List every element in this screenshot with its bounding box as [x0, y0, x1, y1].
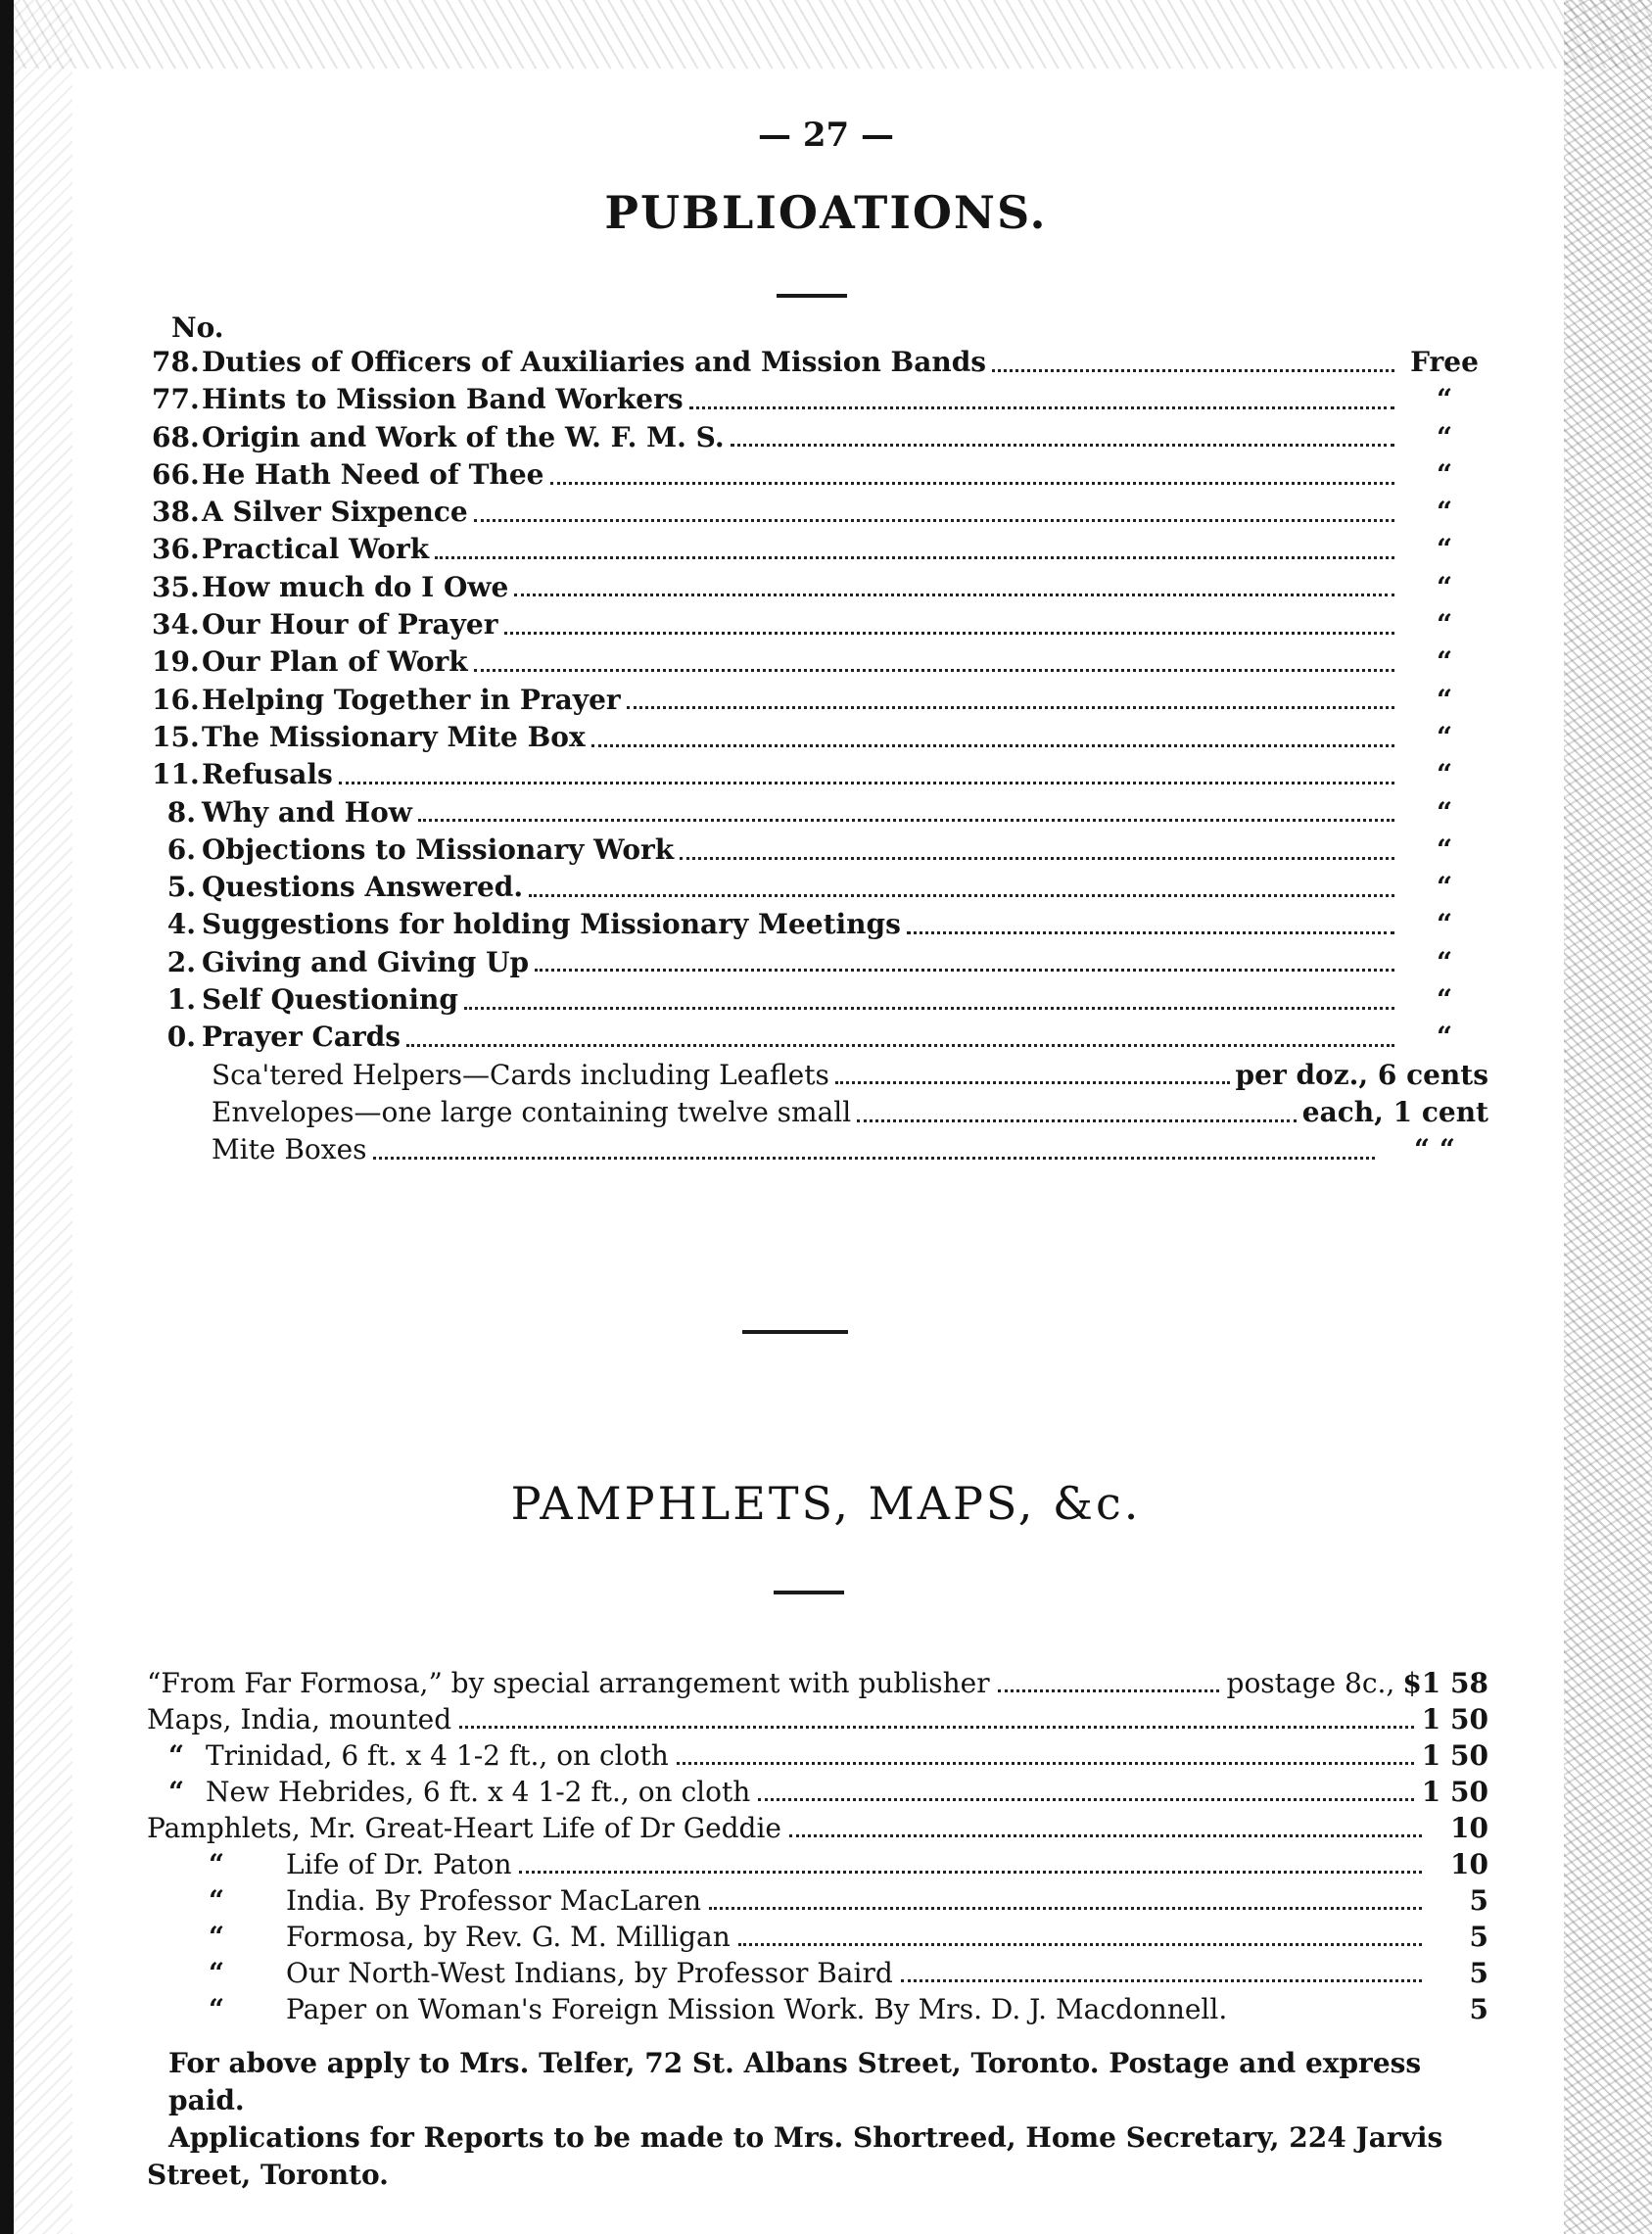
ditto-mark: “	[167, 1739, 185, 1772]
item-title: Helping Together in Prayer	[202, 683, 621, 716]
item-price: each, 1 cent	[1301, 1095, 1488, 1128]
item-price: $1 58	[1402, 1667, 1488, 1699]
item-title: Our Hour of Prayer	[202, 608, 498, 642]
item-number: 16.	[152, 683, 200, 716]
item-number: 2.	[166, 945, 196, 978]
item-price: “	[1436, 795, 1453, 829]
item-price: per doz., 6 cents	[1235, 1058, 1488, 1091]
item-price: “	[1436, 720, 1453, 753]
item-title: Our Plan of Work	[202, 645, 468, 679]
list-item	[152, 571, 1488, 608]
item-price: 10	[1450, 1848, 1488, 1880]
item-price: “	[1436, 983, 1453, 1017]
item-title: Life of Dr. Paton	[286, 1848, 512, 1880]
scan-noise-left	[14, 0, 72, 2234]
leader-dots	[689, 406, 1394, 409]
leader-dots	[677, 1762, 1414, 1765]
item-title: Sca'tered Helpers—Cards including Leaflets	[212, 1058, 829, 1091]
list-item	[147, 1812, 1488, 1848]
item-number: 35.	[152, 570, 200, 603]
item-price: 5	[1469, 1884, 1488, 1917]
list-item	[152, 1021, 1488, 1058]
item-title: Suggestions for holding Missionary Meetings	[202, 908, 901, 941]
leader-dots	[789, 1834, 1422, 1837]
item-number: 5.	[166, 871, 196, 904]
item-number: 68.	[152, 420, 200, 453]
leader-dots	[459, 1726, 1414, 1729]
item-price: “	[1436, 1021, 1453, 1054]
scan-border-left	[0, 0, 14, 2234]
list-item	[152, 983, 1488, 1021]
item-price: “	[1436, 420, 1453, 453]
item-title: Pamphlets, Mr. Great-Heart Life of Dr Geddie	[147, 1812, 782, 1844]
list-item	[152, 421, 1488, 458]
leader-dots	[474, 519, 1394, 522]
leader-dots	[835, 1081, 1230, 1084]
item-number: 38.	[152, 496, 200, 529]
item-title: Mite Boxes	[212, 1133, 367, 1166]
ditto-mark: “	[208, 1848, 225, 1880]
item-number: 78.	[152, 346, 200, 378]
leader-dots	[519, 1871, 1422, 1874]
pamphlets-list	[147, 1667, 1488, 2029]
item-price: “	[1436, 383, 1453, 416]
list-item	[147, 1848, 1488, 1884]
leader-dots	[758, 1798, 1414, 1801]
item-price: 1 50	[1421, 1776, 1488, 1808]
list-item	[152, 758, 1488, 795]
section-divider	[742, 1330, 848, 1334]
leader-dots	[418, 819, 1394, 822]
item-price: 5	[1469, 1957, 1488, 1989]
item-price: “	[1436, 945, 1453, 978]
publications-heading: PUBLIOATIONS.	[604, 186, 1048, 239]
leader-dots	[474, 669, 1394, 672]
list-item	[147, 1667, 1488, 1703]
item-title: Our North-West Indians, by Professor Baird	[286, 1957, 893, 1989]
heading-rule	[774, 1591, 844, 1594]
item-title: Questions Answered.	[202, 871, 524, 904]
item-price: “	[1436, 570, 1453, 603]
item-title: He Hath Need of Thee	[202, 457, 544, 491]
item-title: Formosa, by Rev. G. M. Milligan	[286, 1921, 731, 1953]
item-price: “	[1436, 533, 1453, 566]
item-price: 1 50	[1421, 1739, 1488, 1772]
list-item	[147, 1739, 1488, 1776]
list-item	[147, 1993, 1488, 2029]
item-note: postage 8c.,	[1226, 1667, 1395, 1699]
item-title: Objections to Missionary Work	[202, 832, 675, 866]
leader-dots	[998, 1689, 1219, 1692]
leader-dots	[464, 1007, 1394, 1010]
leader-dots	[535, 969, 1394, 972]
list-item	[147, 1884, 1488, 1921]
item-title: A Silver Sixpence	[202, 496, 468, 529]
footer-line: For above apply to Mrs. Telfer, 72 St. Albans Street, Toronto. Postage and express paid.	[168, 2047, 1422, 2116]
list-item	[147, 1776, 1488, 1812]
item-title: The Missionary Mite Box	[202, 720, 586, 753]
ditto-mark: “	[208, 1993, 225, 2025]
list-item	[152, 645, 1488, 683]
ditto-mark: “	[208, 1921, 225, 1953]
list-item	[152, 533, 1488, 570]
leader-dots	[907, 931, 1394, 934]
item-price: “	[1436, 496, 1453, 529]
item-title: Why and How	[202, 795, 412, 829]
leader-dots	[627, 706, 1394, 709]
list-item	[152, 684, 1488, 721]
item-title: Hints to Mission Band Workers	[202, 383, 684, 416]
list-item	[152, 908, 1488, 945]
item-title: Practical Work	[202, 533, 430, 566]
item-title: Origin and Work of the W. F. M. S.	[202, 420, 725, 453]
item-title: Paper on Woman's Foreign Mission Work. By Mrs. D. J. Macdonnell.	[286, 1993, 1228, 2025]
item-price: “	[1436, 457, 1453, 491]
item-title: Prayer Cards	[202, 1021, 401, 1054]
item-title: India. By Professor MacLaren	[286, 1884, 701, 1917]
heading-rule	[777, 294, 847, 298]
list-item	[152, 946, 1488, 983]
ditto-mark: “	[167, 1776, 185, 1808]
leader-dots	[680, 857, 1394, 860]
leader-dots	[406, 1044, 1394, 1047]
item-title: New Hebrides, 6 ft. x 4 1-2 ft., on cloth	[206, 1776, 751, 1808]
leader-dots	[992, 369, 1394, 372]
list-item	[147, 1957, 1488, 1993]
item-number: 1.	[166, 983, 196, 1017]
list-item	[152, 796, 1488, 833]
item-number: 6.	[166, 832, 196, 866]
list-item	[152, 833, 1488, 871]
item-title: Refusals	[202, 758, 333, 791]
item-title: Giving and Giving Up	[202, 945, 530, 978]
list-item	[147, 1921, 1488, 1957]
item-price: 5	[1469, 1993, 1488, 2025]
leader-dots	[339, 782, 1394, 784]
leader-dots	[435, 556, 1394, 559]
item-number: 8.	[166, 795, 196, 829]
scan-noise-top	[0, 0, 1652, 69]
item-price: “	[1436, 871, 1453, 904]
leader-dots	[731, 444, 1394, 447]
item-number: 19.	[152, 645, 200, 679]
ditto-mark: “	[208, 1884, 225, 1917]
item-price: 1 50	[1421, 1703, 1488, 1735]
page-number: — 27 —	[758, 116, 894, 155]
item-number: 77.	[152, 383, 200, 416]
item-title: Maps, India, mounted	[147, 1703, 452, 1735]
item-number: 34.	[152, 608, 200, 642]
leader-dots	[857, 1119, 1297, 1122]
scan-noise-right	[1564, 0, 1652, 2234]
item-title: Self Questioning	[202, 983, 458, 1017]
leader-dots	[709, 1907, 1422, 1910]
list-item	[152, 383, 1488, 420]
leader-dots	[514, 594, 1394, 596]
number-column-label: No.	[171, 311, 224, 344]
item-title: How much do I Owe	[202, 570, 509, 603]
footer-line: Applications for Reports to be made to Mrs. Shortreed, Home Secretary, 224 Jarvis	[168, 2121, 1443, 2154]
item-price: “	[1436, 832, 1453, 866]
item-title: “From Far Formosa,” by special arrangement with publisher	[147, 1667, 990, 1699]
item-number: 4.	[166, 908, 196, 941]
item-title: Duties of Officers of Auxiliaries and Mission Bands	[202, 346, 987, 378]
item-price: “ “	[1414, 1133, 1455, 1166]
leader-dots	[550, 482, 1395, 485]
leader-dots	[529, 894, 1394, 897]
leader-dots	[901, 1979, 1422, 1982]
item-price: Free	[1410, 346, 1479, 378]
list-item	[152, 1096, 1488, 1133]
item-price: “	[1436, 758, 1453, 791]
item-number: 36.	[152, 533, 200, 566]
list-item	[152, 721, 1488, 758]
item-title: Trinidad, 6 ft. x 4 1-2 ft., on cloth	[206, 1739, 669, 1772]
leader-dots	[591, 744, 1394, 747]
item-price: 10	[1450, 1812, 1488, 1844]
item-price: “	[1436, 608, 1453, 642]
list-item	[152, 346, 1488, 383]
item-price: 5	[1469, 1921, 1488, 1953]
leader-dots	[373, 1157, 1375, 1160]
footer-line: Street, Toronto.	[147, 2159, 389, 2191]
item-price: “	[1436, 683, 1453, 716]
item-number: 66.	[152, 457, 200, 491]
list-item	[152, 608, 1488, 645]
list-item	[152, 871, 1488, 908]
publications-list	[152, 346, 1488, 1171]
pamphlets-heading: PAMPHLETS, MAPS, &c.	[510, 1477, 1142, 1530]
leader-dots	[504, 632, 1395, 635]
footer-notice	[147, 2045, 1488, 2194]
item-number: 0.	[166, 1021, 196, 1054]
leader-dots	[738, 1943, 1422, 1946]
list-item	[152, 1133, 1488, 1170]
list-item	[152, 496, 1488, 533]
ditto-mark: “	[208, 1957, 225, 1989]
list-item	[152, 458, 1488, 496]
list-item	[152, 1059, 1488, 1096]
item-number: 11.	[152, 758, 200, 791]
list-item	[147, 1703, 1488, 1739]
item-price: “	[1436, 645, 1453, 679]
item-number: 15.	[152, 720, 200, 753]
item-title: Envelopes—one large containing twelve small	[212, 1095, 852, 1128]
item-price: “	[1436, 908, 1453, 941]
